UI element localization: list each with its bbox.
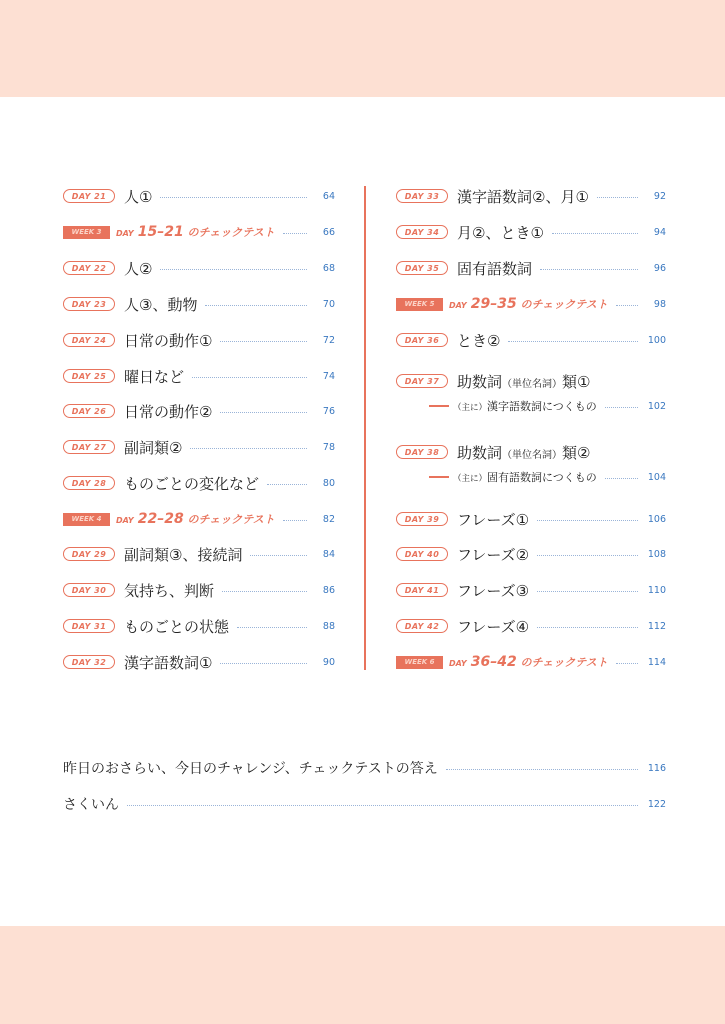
leader-dots: [605, 407, 638, 408]
page-number: 80: [322, 477, 335, 489]
toc-entry-week3-test[interactable]: [63, 217, 335, 247]
page-number: 82: [322, 513, 335, 525]
entry-title: フレーズ②: [457, 545, 530, 564]
check-test-title: DAY 29–35 のチェックテスト: [449, 296, 608, 312]
toc-entry-day22[interactable]: [63, 253, 335, 283]
day-badge: DAY 38: [396, 445, 448, 459]
entry-title: 日常の動作②: [124, 402, 213, 421]
page-number: 104: [647, 471, 666, 483]
toc-entry-day41[interactable]: [396, 575, 666, 605]
day-badge: DAY 23: [63, 297, 115, 311]
day-badge: DAY 33: [396, 189, 448, 203]
entry-title: ものごとの状態: [124, 617, 230, 636]
check-test-title: DAY 15–21 のチェックテスト: [116, 224, 275, 240]
sub-dash: [429, 405, 449, 407]
page-number: 66: [322, 226, 335, 238]
toc-entry-day24[interactable]: [63, 325, 335, 355]
entry-title: 人③、動物: [124, 295, 198, 314]
toc-entry-day30[interactable]: [63, 575, 335, 605]
subentry-title: （主に）固有語数詞につくもの: [453, 471, 597, 484]
day-badge: DAY 42: [396, 619, 448, 633]
page-number: 72: [322, 334, 335, 346]
entry-title: 副詞類②: [124, 438, 183, 457]
day-badge: DAY 28: [63, 476, 115, 490]
entry-title: フレーズ③: [457, 581, 530, 600]
leader-dots: [267, 484, 307, 485]
page-number: 74: [322, 370, 335, 382]
week-badge: WEEK 5: [396, 298, 443, 311]
toc-entry-answers[interactable]: [63, 756, 666, 780]
top-color-band: [0, 0, 725, 97]
entry-title: 漢字語数詞②、月①: [457, 187, 589, 206]
entry-title: 副詞類③、接続詞: [124, 545, 243, 564]
toc-entry-day29[interactable]: [63, 539, 335, 569]
leader-dots: [222, 591, 307, 592]
leader-dots: [237, 627, 307, 628]
leader-dots: [220, 341, 307, 342]
leader-dots: [160, 197, 307, 198]
leader-dots: [446, 769, 638, 770]
leader-dots: [537, 555, 638, 556]
week-badge: WEEK 3: [63, 226, 110, 239]
toc-entry-day38[interactable]: [396, 437, 666, 467]
entry-title: 助数詞（単位名詞）類①: [457, 372, 591, 391]
entry-title: 漢字語数詞①: [124, 653, 213, 672]
leader-dots: [283, 520, 307, 521]
sub-dash: [429, 476, 449, 478]
entry-title: フレーズ①: [457, 510, 530, 529]
toc-entry-day36[interactable]: [396, 325, 666, 355]
entry-title: 人①: [124, 187, 153, 206]
page-number: 106: [647, 513, 666, 525]
toc-entry-day42[interactable]: [396, 611, 666, 641]
day-badge: DAY 25: [63, 369, 115, 383]
toc-entry-week4-test[interactable]: [63, 504, 335, 534]
column-divider: [364, 186, 366, 670]
day-badge: DAY 24: [63, 333, 115, 347]
entry-title: 月②、とき①: [457, 223, 544, 242]
entry-title: とき②: [457, 331, 501, 350]
leader-dots: [508, 341, 638, 342]
entry-title: 気持ち、判断: [124, 581, 215, 600]
leader-dots: [205, 305, 307, 306]
entry-title: ものごとの変化など: [124, 474, 260, 493]
page-number: 94: [653, 226, 666, 238]
week-badge: WEEK 6: [396, 656, 443, 669]
page-number: 76: [322, 405, 335, 417]
page-number: 86: [322, 584, 335, 596]
page-number: 88: [322, 620, 335, 632]
page-number: 112: [647, 620, 666, 632]
page-number: 90: [322, 656, 335, 668]
leader-dots: [160, 269, 307, 270]
toc-entry-day39[interactable]: [396, 504, 666, 534]
day-badge: DAY 36: [396, 333, 448, 347]
entry-title: 昨日のおさらい、今日のチャレンジ、チェックテストの答え: [63, 761, 438, 777]
page-number: 64: [322, 190, 335, 202]
subentry-title: （主に）漢字語数詞につくもの: [453, 400, 597, 413]
toc-entry-day25[interactable]: [63, 361, 335, 391]
page-number: 116: [647, 762, 666, 774]
day-badge: DAY 37: [396, 374, 448, 388]
entry-title: さくいん: [63, 797, 119, 813]
toc-entry-day40[interactable]: [396, 539, 666, 569]
page-number: 92: [653, 190, 666, 202]
day-badge: DAY 41: [396, 583, 448, 597]
day-badge: DAY 21: [63, 189, 115, 203]
page-number: 78: [322, 441, 335, 453]
page-number: 108: [647, 548, 666, 560]
toc-subentry-day37[interactable]: [396, 396, 666, 416]
toc-entry-day27[interactable]: [63, 432, 335, 462]
leader-dots: [540, 269, 638, 270]
toc-entry-day32[interactable]: [63, 647, 335, 677]
entry-title: フレーズ④: [457, 617, 530, 636]
leader-dots: [597, 197, 638, 198]
page-number: 100: [647, 334, 666, 346]
check-test-title: DAY 22–28 のチェックテスト: [116, 511, 275, 527]
toc-entry-day21[interactable]: [63, 181, 335, 211]
leader-dots: [220, 663, 307, 664]
leader-dots: [537, 520, 638, 521]
toc-entry-day33[interactable]: [396, 181, 666, 211]
leader-dots: [605, 478, 638, 479]
day-badge: DAY 26: [63, 404, 115, 418]
toc-entry-week6-test[interactable]: [396, 647, 666, 677]
leader-dots: [190, 448, 307, 449]
week-badge: WEEK 4: [63, 513, 110, 526]
leader-dots: [537, 627, 638, 628]
leader-dots: [283, 233, 307, 234]
day-badge: DAY 29: [63, 547, 115, 561]
toc-entry-day26[interactable]: [63, 396, 335, 426]
page-number: 98: [653, 298, 666, 310]
toc-entry-day37[interactable]: [396, 366, 666, 396]
entry-title: 日常の動作①: [124, 331, 213, 350]
day-badge: DAY 32: [63, 655, 115, 669]
toc-entry-week5-test[interactable]: [396, 289, 666, 319]
page-number: 84: [322, 548, 335, 560]
page-number: 122: [647, 798, 666, 810]
entry-title: 人②: [124, 259, 153, 278]
day-badge: DAY 40: [396, 547, 448, 561]
leader-dots: [192, 377, 307, 378]
day-badge: DAY 39: [396, 512, 448, 526]
toc-entry-day34[interactable]: [396, 217, 666, 247]
check-test-title: DAY 36–42 のチェックテスト: [449, 654, 608, 670]
leader-dots: [616, 305, 638, 306]
toc-entry-day31[interactable]: [63, 611, 335, 641]
page-number: 114: [647, 656, 666, 668]
day-badge: DAY 30: [63, 583, 115, 597]
leader-dots: [552, 233, 638, 234]
entry-title: 固有語数詞: [457, 259, 533, 278]
day-badge: DAY 27: [63, 440, 115, 454]
leader-dots: [220, 412, 307, 413]
leader-dots: [127, 805, 638, 806]
page-number: 110: [647, 584, 666, 596]
page-number: 68: [322, 262, 335, 274]
entry-title: 助数詞（単位名詞）類②: [457, 443, 591, 462]
toc-entry-day28[interactable]: [63, 468, 335, 498]
day-badge: DAY 34: [396, 225, 448, 239]
toc-subentry-day38[interactable]: [396, 467, 666, 487]
day-badge: DAY 35: [396, 261, 448, 275]
leader-dots: [537, 591, 638, 592]
page-number: 102: [647, 400, 666, 412]
toc-entry-day35[interactable]: [396, 253, 666, 283]
leader-dots: [616, 663, 638, 664]
leader-dots: [250, 555, 307, 556]
bottom-color-band: [0, 926, 725, 1024]
page-number: 96: [653, 262, 666, 274]
day-badge: DAY 31: [63, 619, 115, 633]
toc-entry-day23[interactable]: [63, 289, 335, 319]
toc-entry-index[interactable]: [63, 792, 666, 816]
page-number: 70: [322, 298, 335, 310]
entry-title: 曜日など: [124, 367, 185, 386]
day-badge: DAY 22: [63, 261, 115, 275]
